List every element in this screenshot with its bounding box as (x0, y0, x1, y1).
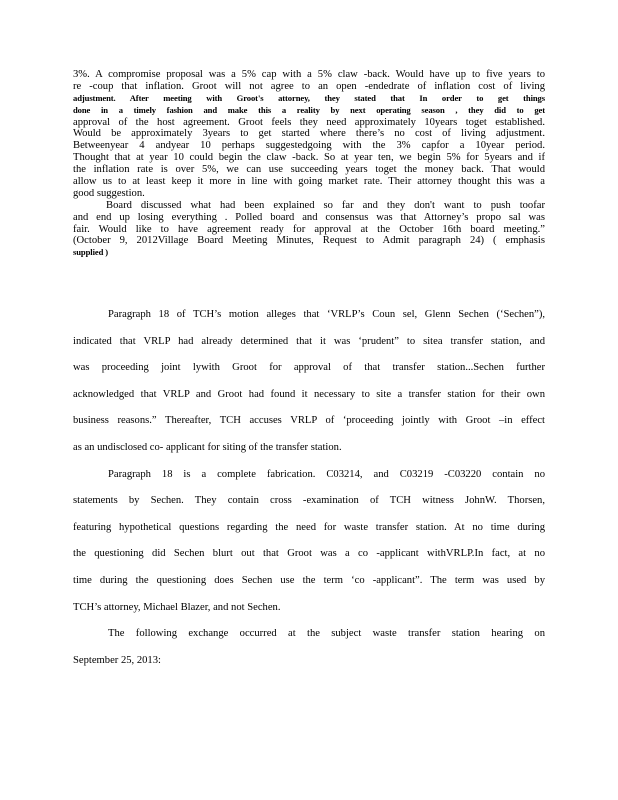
quote-line: 3%. A compromise proposal was a 5% cap with a 5% claw -back. Would have up to five years to (73, 69, 545, 80)
body-line: as an undisclosed co- applicant for siting of the transfer station. (73, 441, 342, 453)
quote-line: good suggestion. (73, 187, 145, 199)
quote-line: Betweenyear 4 andyear 10 perhaps suggestedgoing with the 3% capfor a 10year period. (73, 140, 545, 152)
paragraph-fabrication (73, 462, 545, 622)
body-line: time during the questioning does Sechen use the term ‘co -applicant”. The term was used by (73, 574, 545, 586)
quote-line: approval of the host agreement. Groot feels they need approximately 10years toget established. (73, 116, 545, 128)
quote-line: Would be approximately 3years to get started where there’s no cost of living adjustment. (73, 128, 545, 140)
body-line: Paragraph 18 of TCH’s motion alleges that ‘VRLP’s Coun sel, Glenn Sechen (‘Sechen”), (108, 309, 545, 320)
quote-line: Thought that at year 10 could begin the claw -back. So at year ten, we begin 5% for 5years and if (73, 152, 545, 164)
body-line: indicated that VRLP had already determined that it was ‘prudent” to sitea transfer station, and (73, 335, 545, 347)
block-quote (73, 69, 545, 259)
body-line: statements by Sechen. They contain cross -examination of TCH witness JohnW. Thorsen, (73, 495, 545, 507)
body-text (73, 302, 545, 674)
body-line: was proceeding joint lywith Groot for approval of that transfer station...Sechen further (73, 362, 545, 374)
quote-line: and end up losing everything . Polled board and consensus was that Attorney’s propo sal was (73, 211, 545, 223)
body-line: Paragraph 18 is a complete fabrication. C03214, and C03219 -C03220 contain no (108, 468, 545, 480)
quote-citation: supplied ) (73, 247, 109, 258)
body-line: September 25, 2013: (73, 654, 161, 666)
quote-line: Board discussed what had been explained so far and they don't want to push toofar (106, 199, 545, 211)
quote-line: adjustment. After meeting with Groot's attorney, they stated that In order to get things (73, 92, 545, 103)
body-line: featuring hypothetical questions regarding the need for waste transfer station. At no time during (73, 521, 545, 533)
body-line: acknowledged that VRLP and Groot had found it necessary to site a transfer station for their own (73, 388, 545, 400)
quote-line: allow us to at least keep it more in line with going market rate. Their attorney thought this was a (73, 176, 545, 188)
quote-line: the inflation rate is over 5%, we can use succeeding years toget the money back. That would (73, 164, 545, 176)
quote-line: fair. Would like to have agreement ready for approval at the October 16th board meeting.” (73, 223, 545, 235)
paragraph-exchange (73, 621, 545, 674)
quote-citation: (October 9, 2012Village Board Meeting Minutes, Request to Admit paragraph 24) ( emphasis (73, 235, 545, 247)
quote-line: re -coup that inflation. Groot will not agree to an open -endedrate of inflation cost of living (73, 80, 545, 92)
paragraph-18-allegation (73, 302, 545, 462)
body-line: The following exchange occurred at the subject waste transfer station hearing on (108, 628, 545, 640)
body-line: TCH’s attorney, Michael Blazer, and not Sechen. (73, 601, 281, 613)
body-line: business reasons.” Thereafter, TCH accuses VRLP of ‘proceeding jointly with Groot –in effect (73, 415, 545, 427)
quote-line: done in a timely fashion and make this a reality by next operating season , they did to get (73, 104, 545, 115)
body-line: the questioning did Sechen blurt out that Groot was a co -applicant withVRLP.In fact, at no (73, 548, 545, 560)
